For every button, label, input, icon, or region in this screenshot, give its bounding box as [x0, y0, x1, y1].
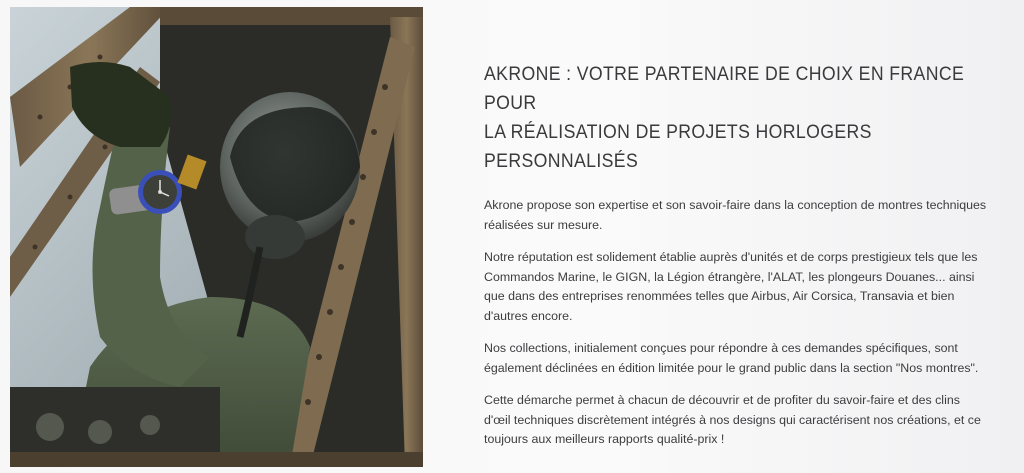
section-title-line-1: AKRONE : VOTRE PARTENAIRE DE CHOIX EN FRANCE POUR [484, 64, 965, 114]
section-title [484, 60, 986, 176]
watch [138, 170, 182, 214]
section-title-line-2: LA RÉALISATION DE PROJETS HORLOGERS PERSONNALISÉS [484, 122, 872, 172]
cockpit-illustration [10, 7, 423, 467]
intro-paragraph: Akrone propose son expertise et son savoir-faire dans la conception de montres techniques réalisées sur mesure. [484, 198, 987, 232]
cockpit-photo [10, 7, 423, 467]
approach-paragraph: Cette démarche permet à chacun de découvrir et de profiter du savoir-faire et des clins d'œil techniques discrètement intégrés à nos designs qui caractérisent nos créations, et ce toujours aux meilleurs rapports qualité-prix ! [484, 393, 981, 446]
about-section [484, 60, 989, 463]
reputation-paragraph: Notre réputation est solidement établie auprès d'unités et de corps prestigieux tels que les Commandos Marine, le GIGN, la Légion étrangère, l'ALAT, les plongeurs Douanes... ainsi que dans des entreprises renommées telles que Airbus, Air Corsica, Transavia et bien d'autres encore. [484, 250, 978, 323]
collections-paragraph: Nos collections, initialement conçues pour répondre à ces demandes spécifiques, sont également déclinées en édition limitée pour le grand public dans la section "Nos montres". [484, 341, 979, 375]
